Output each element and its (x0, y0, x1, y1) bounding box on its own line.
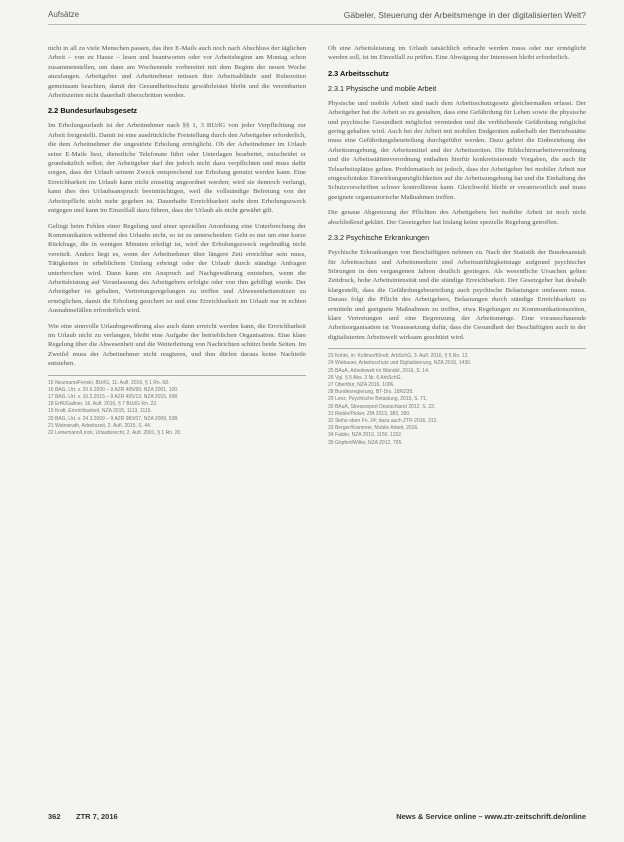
footnote: 19 Kraft, Erreichbarkeit, NZA 2015, 1113, 1115. (48, 408, 152, 415)
footnote: 25 BAuA, Arbeitswelt im Wandel, 2016, S. 14. (328, 367, 430, 374)
paragraph-2-2-a: Im Erholungsurlaub ist der Arbeitnehmer nach §§ 1, 3 BUrlG von jeder Verpflichtung zur Arbeit freigestellt. Damit ist eine ausdrückliche Freistellung durch den Arbeitgeber erforderlich, die dem Arbeitnehmer die ungestörte Erholung ermöglicht. Ob der Arbeitnehmer im Urlaub seine E-Mails liest, dienstliche Telefonate führt oder Unterlagen bearbeitet, entscheidet er grundsätzlich selbst; der Arbeitgeber darf ihn jedoch nicht dazu verpflichten und muss dafür sorgen, dass der Urlaub seinem Zweck entsprechend zur Erholung genutzt werden kann. Eine Erreichbarkeit im Urlaub kann nicht einseitig angeordnet werden; wird sie dennoch verlangt, kann dies den Urlaubsanspruch beeinträchtigen, weil die vollständige Befreiung von der Arbeitspflicht nicht mehr gegeben ist. Dauerhafte Erreichbarkeit steht dem Erholungszweck entgegen und kann im Einzelfall dazu führen, dass der Urlaub als nicht gewährt gilt. (48, 122, 306, 215)
header-rule (48, 24, 586, 25)
paragraph-2-3-2: Psychische Erkrankungen von Beschäftigten nehmen zu. Nach der Statistik der Bundesanstalt für Arbeitsschutz und Arbeitsmedizin sind Arbeitsunfähigkeitstage aufgrund psychischer Störungen in den vergangenen Jahren deutlich gestiegen. Als wesentliche Ursachen gelten Zeitdruck, hohe Arbeitsintensität und die ständige Erreichbarkeit. Der Gesetzgeber hat deshalb klargestellt, dass die Gefährdungsbeurteilung auch psychische Belastungen umfassen muss. Daraus folgt die Pflicht des Arbeitgebers, Belastungen durch ständige Erreichbarkeit zu ermitteln und geeignete Maßnahmen zu treffen, etwa Regelungen zu Kommunikationszeiten, klare Vertretungen und eine Begrenzung der Arbeitsmenge. Eine vorausschauende Arbeitsorganisation ist Voraussetzung dafür, dass die Gesundheit der Beschäftigten auch in der digitalisierten Arbeitswelt wirksam geschützt wird. (328, 249, 586, 341)
running-title: Gäbeler, Steuerung der Arbeitsmenge in der digitalisierten Welt? (343, 10, 586, 20)
paragraph-2-3-1: Physische und mobile Arbeit sind nach dem Arbeitsschutzgesetz gleichermaßen erfasst. Der Arbeitgeber hat die Arbeit so zu gestalten, dass eine Gefährdung für Leben sowie die physische und psychische Gesundheit möglichst vermieden und die verbleibende Gefährdung möglichst gering gehalten wird. Auch bei der Arbeit mit mobilen Endgeräten außerhalb der Betriebsstätte muss eine Gefährdungsbeurteilung durchgeführt werden. Dazu gehört die Einbeziehung der Arbeitsumgebung, der Arbeitsmittel und der Arbeitszeiten. Die Bildschirmarbeitsverordnung und die Arbeitsstättenverordnung enthalten hierfür konkretisierende Vorgaben, die auch für Telearbeitsplätze gelten. Problematisch ist jedoch, dass der Arbeitgeber bei mobiler Arbeit nur eingeschränkte Einwirkungsmöglichkeiten auf die Arbeitsumgebung hat und die Einhaltung der Schutzvorschriften schwer kontrollieren kann. Gleichwohl bleibt er verantwortlich und muss geeignete organisatorische Maßnahmen treffen. (328, 99, 586, 201)
footnote: 16 BAG, Urt. v. 20.6.2000 – 9 AZR 405/99, NZA 2001, 100. (48, 386, 179, 393)
subsection-heading-2-3-2: 2.3.2 Psychische Erkrankungen (328, 233, 430, 243)
footnote: 18 ErfK/Gallner, 16. Aufl. 2016, § 7 BUrlG Rn. 22. (48, 401, 158, 408)
footnote: 23 Kohte, in: Kollmer/Klindt, ArbSchG, 3. Aufl. 2016, § 5 Rn. 12. (328, 353, 469, 360)
right-footnotes (328, 348, 586, 447)
page-footer (48, 812, 586, 824)
footnote: 28 Bundesregierung, BT-Drs. 18/6235. (328, 389, 414, 396)
page-header (48, 10, 586, 24)
footnote: 30 BAuA, Stressreport Deutschland 2012, S. 23. (328, 403, 436, 410)
footnote: 32 Siehe oben Fn. 24; dazu auch ZTR 2016, 312. (328, 417, 438, 424)
paragraph-2-3-1-b: Die genaue Abgrenzung der Pflichten des Arbeitgebers bei mobiler Arbeit ist noch nicht abschließend geklärt. Der Gesetzgeber hat bislang keine spezielle Regelung getroffen. (328, 209, 586, 226)
footnote: 24 Wiebauer, Arbeitsschutz und Digitalisierung, NZA 2016, 1430. (328, 360, 472, 367)
footnote: 29 Lenz, Psychische Belastung, 2015, S. 71. (328, 396, 428, 403)
footnote: 17 BAG, Urt. v. 10.2.2015 – 9 AZR 455/13, NZA 2015, 998. (48, 394, 179, 400)
journal-name: ZTR 7, 2016 (76, 812, 118, 821)
subsection-heading-2-3-1: 2.3.1 Physische und mobile Arbeit (328, 83, 437, 93)
left-column (48, 44, 306, 437)
footnote: 15 Neumann/Fenski, BUrlG, 11. Aufl. 2016, § 1 Rn. 68. (48, 379, 170, 386)
section-heading-2-3: 2.3 Arbeitsschutz (328, 68, 389, 78)
footnote: 22 Leinemann/Linck, Urlaubsrecht, 2. Aufl. 2001, § 1 Rn. 20. (48, 430, 182, 437)
footnote: 27 Oberthür, NZA 2016, 1006. (328, 381, 395, 388)
footnote: 35 Göpfert/Wilke, NZA 2012, 765. (328, 439, 403, 446)
section-label: Aufsätze (48, 10, 80, 19)
right-intro-paragraph: Ob eine Arbeitsleistung im Urlaub tatsächlich erbracht werden muss oder nur ermöglicht werden soll, ist im Einzelfall zu prüfen. Eine Abwägung der Interessen bleibt erforderlich. (328, 45, 586, 62)
section-heading-2-2: 2.2 Bundesurlaubsgesetz (48, 106, 138, 116)
footnote: 26 Vgl. § 5 Abs. 3 Nr. 6 ArbSchG. (328, 374, 402, 381)
paragraph-2-2-c: Wie eine sinnvolle Urlaubsgewährung also auch dann erreicht werden kann, die Erreichbarkeit im Urlaub nicht zu verlangen, bleibt eine Aufgabe der betrieblichen Organisation. Eine klare Regelung über die Abwesenheit und die Weiterleitung von Nachrichten schützt beide Seiten. Im Zweifel muss der Arbeitnehmer nicht reagieren, und ihm dürfen daraus keine Nachteile entstehen. (48, 322, 306, 368)
footnote: 21 Wolmerath, Arbeitszeit, 2. Aufl. 2015, S. 44. (48, 422, 152, 429)
footnote: 34 Falder, NZA 2010, 1150, 1152. (328, 432, 403, 439)
page-number: 362 (48, 812, 61, 821)
left-footnotes (48, 375, 306, 438)
right-column (328, 44, 586, 447)
footer-service-link[interactable]: News & Service online – www.ztr-zeitschrift.de/online (396, 812, 586, 821)
footnote: 33 Berger/Krammer, Mobile Arbeit, 2016. (328, 425, 419, 432)
left-intro-paragraph: nicht in all zu viele Menschen passen, das ihre E-Mails auch noch nach Abschluss der täglichen Arbeit – von zu Hause – lesen und beantworten oder vor Arbeitsbeginn am Montag schon zusammenstellen, um dann am Wochenende vorbereitet mit dem Beginn der neuen Woche anzufangen. Arbeitgeber und Arbeitnehmer müssen ihre Arbeitsabläufe und Ruhezeiten gemeinsam beachten, damit der Gesundheitsschutz gewährleistet bleibt und die vereinbarten Arbeitszeiten nicht dauerhaft überschritten werden. (48, 45, 306, 100)
footnote: 20 BAG, Urt. v. 24.3.2009 – 9 AZR 983/07, NZA 2009, 538. (48, 415, 179, 422)
footnote: 31 Rieble/Picker, ZfA 2013, 383, 390. (328, 410, 411, 417)
paragraph-2-2-b: Gelingt beim Fehlen einer Regelung und einer speziellen Anordnung eine Unterbrechung der Kommunikation während des Urlaubs nicht, so ist zu unterscheiden: Geht es nur um eine kurze Rückfrage, die in wenigen Minuten erledigt ist, wird der Erholungszweck regelmäßig nicht vereitelt. Anders liegt es, wenn der Arbeitnehmer über längere Zeit erreichbar sein muss, Tätigkeiten in erheblichem Umfang erbringt oder der Urlaub durch ständige Anfragen unterbrochen wird. Dann kann ein Anspruch auf Nachgewährung entstehen, wenn die Arbeitsleistung auf Veranlassung des Arbeitgebers erfolgte oder von ihm gebilligt wurde. Der Arbeitgeber ist gehalten, Vertretungsregelungen zu treffen und Abwesenheitsnotizen zu ermöglichen, damit die Erholung gesichert ist und eine Erreichbarkeit im Urlaub nur in echten Ausnahmefällen erforderlich wird. (48, 222, 306, 315)
